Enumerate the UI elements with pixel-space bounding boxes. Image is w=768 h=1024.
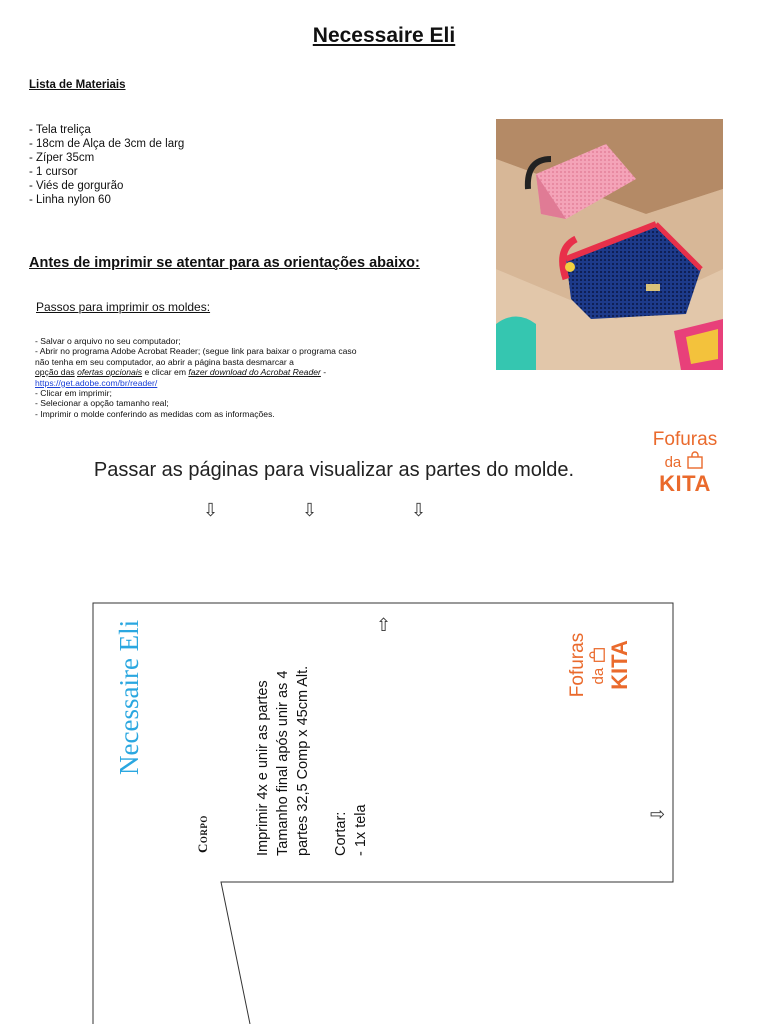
adobe-reader-link[interactable]: https://get.adobe.com/br/reader/: [35, 377, 158, 388]
pattern-cut-heading: Cortar:: [333, 811, 349, 856]
step-item: - Salvar o arquivo no seu computador;: [35, 336, 181, 346]
step-item: - Selecionar a opção tamanho real;: [35, 398, 169, 409]
arrow-down-icon: ⇩: [203, 500, 219, 520]
pattern-instruction-line: Tamanho final após unir as 4: [275, 670, 291, 856]
pattern-brand-name: Necessaire Eli: [114, 619, 144, 775]
material-item: - Zíper 35cm: [29, 152, 95, 164]
steps-heading: Passos para imprimir os moldes:: [36, 300, 211, 314]
pattern-instruction-line: Imprimir 4x e unir as partes: [255, 680, 271, 856]
material-item: - 18cm de Alça de 3cm de larg: [29, 138, 185, 150]
material-item: - 1 cursor: [29, 166, 78, 178]
arrow-down-icon: ⇩: [302, 500, 318, 520]
step-item: - Abrir no programa Adobe Acrobat Reader; (segue link para baixar o programa caso não tenha em seu computador, ao abrir a página basta desmarcar a opção das ofertas opcionais e clicar em fazer download do Acrobat Reader - https://get.adobe.com/br/reader/: [35, 346, 357, 388]
pattern-instruction-line: partes 32,5 Comp x 45cm Alt.: [295, 665, 311, 856]
optional-offers-text: ofertas opcionais: [77, 367, 143, 378]
pass-pages-instruction: Passar as páginas para visualizar as partes do molde.: [93, 459, 575, 481]
material-item: - Viés de gorgurão: [29, 180, 124, 192]
pattern-brand-logo: Fofuras da KITA: [567, 632, 632, 698]
brand-logo: Fofuras da KITA: [652, 429, 718, 496]
materials-heading: Lista de Materiais: [29, 79, 126, 91]
download-acrobat-text: fazer download do Acrobat Reader: [188, 367, 321, 378]
arrow-right-icon: ⇨: [650, 804, 666, 824]
warning-heading: Antes de imprimir se atentar para as orientações abaixo:: [29, 255, 420, 271]
pattern-cut-instruction: - 1x tela: [353, 804, 369, 856]
material-item: - Linha nylon 60: [29, 194, 111, 206]
material-item: - Tela treliça: [29, 124, 91, 136]
document-title: Necessaire Eli: [312, 24, 456, 47]
step-item: - Imprimir o molde conferindo as medidas com as informações.: [35, 408, 275, 419]
arrow-up-icon: ⇧: [376, 615, 392, 635]
step-item: - Clicar em imprimir;: [35, 388, 112, 399]
pattern-piece-name: Corpo: [195, 815, 210, 853]
shopping-bag-icon: [588, 646, 606, 664]
arrow-down-icon: ⇩: [411, 500, 427, 520]
